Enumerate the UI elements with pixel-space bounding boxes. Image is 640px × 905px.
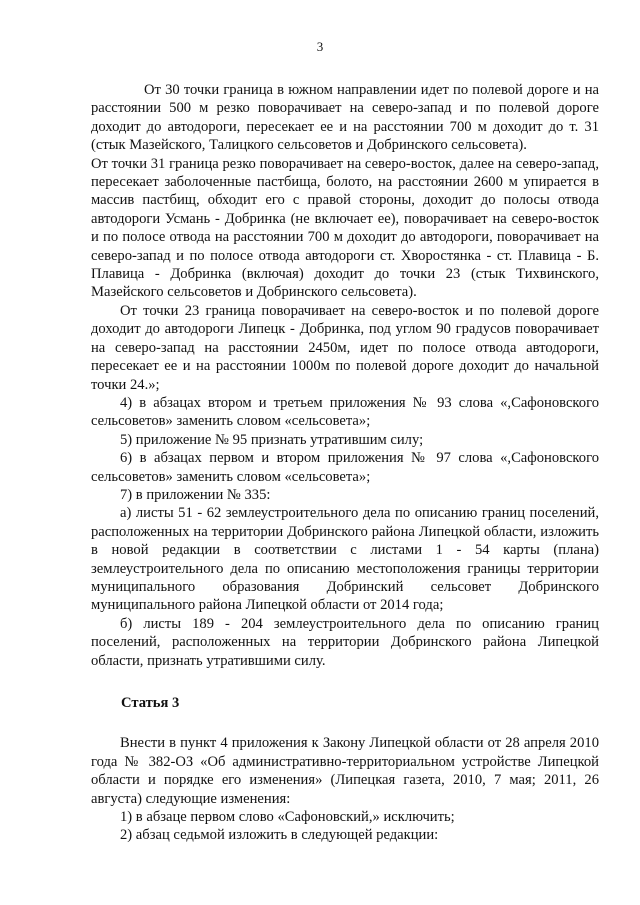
paragraph: 6) в абзацах первом и втором приложения № 97 слова «,Сафоновского сельсоветов» заменить словом «сельсовета»;	[91, 450, 599, 485]
paragraph: 2) абзац седьмой изложить в следующей редакции:	[120, 827, 439, 844]
paragraph: 1) в абзаце первом слово «Сафоновский,» исключить;	[120, 809, 455, 826]
paragraph: 7) в приложении № 335:	[120, 486, 271, 503]
paragraph: От 30 точки граница в южном направлении идет по полевой дороге и на расстоянии 500 м резко поворачивает на северо-запад и по полевой дороге доходит до автодороги, пересекает ее и на расстоянии 700 м доходит до т. 31 (стык Мазейского, Талицкого сельсоветов и Добринского сельсовета).	[91, 82, 599, 154]
article-heading: Статья 3	[121, 695, 180, 711]
paragraph: 4) в абзацах втором и третьем приложения № 93 слова «,Сафоновского сельсоветов» заменить словом «сельсовета»;	[91, 394, 599, 430]
paragraph: 5) приложение № 95 признать утратившим силу;	[120, 431, 424, 448]
paragraph: От точки 31 граница резко поворачивает на северо-восток, далее на северо-запад, пересекает заболоченные пастбища, болото, на расстоянии 2600 м упирается в массив пастбищ, обходит его с правой стороны, доходит до полосы отвода автодороги Усмань - Добринка (не включает ее), поворачивает на северо-восток и по полосе отвода на расстоянии 700 м доходит до автодороги, поворачивает на северо-запад и по полосе отвода автодороги ст. Хворостянка - ст. Плавица - Б. Плавица - Добринка (включая) доходит до точки 23 (стык Тихвинского, Мазейского сельсоветов и Добринского сельсовета).	[91, 155, 599, 301]
page-number: 3	[316, 39, 324, 54]
paragraph: От точки 23 граница поворачивает на северо-восток и по полевой дороге доходит до автодороги Липецк - Добринка, под углом 90 градусов поворачивает на северо-запад на расстоянии 2450м, идет по полосе отвода автодороги, пересекает ее и на расстоянии 1000м по полевой дороге доходит до начальной точки 24.»;	[91, 302, 599, 393]
paragraph: Внести в пункт 4 приложения к Закону Липецкой области от 28 апреля 2010 года № 382-ОЗ «Об административно-территориальном устройстве Липецкой области и порядке его изменения» (Липецкая газета, 2010, 7 мая; 2011, 26 августа) следующие изменения:	[91, 735, 599, 807]
paragraph: а) листы 51 - 62 землеустроительного дела по описанию границ поселений, расположенных на территории Добринского района Липецкой области, изложить в новой редакции в соответствии с листами 1 - 54 карты (плана) землеустроительного дела по описанию местоположения границы территории муниципального образования Добринский сельсовет Добринского муниципального района Липецкой области от 2014 года;	[91, 505, 599, 614]
document-body	[91, 81, 599, 845]
paragraph: б) листы 189 - 204 землеустроительного дела по описанию границ поселений, расположенных на территории Добринского района Липецкой области, признать утратившими силу.	[91, 615, 599, 669]
